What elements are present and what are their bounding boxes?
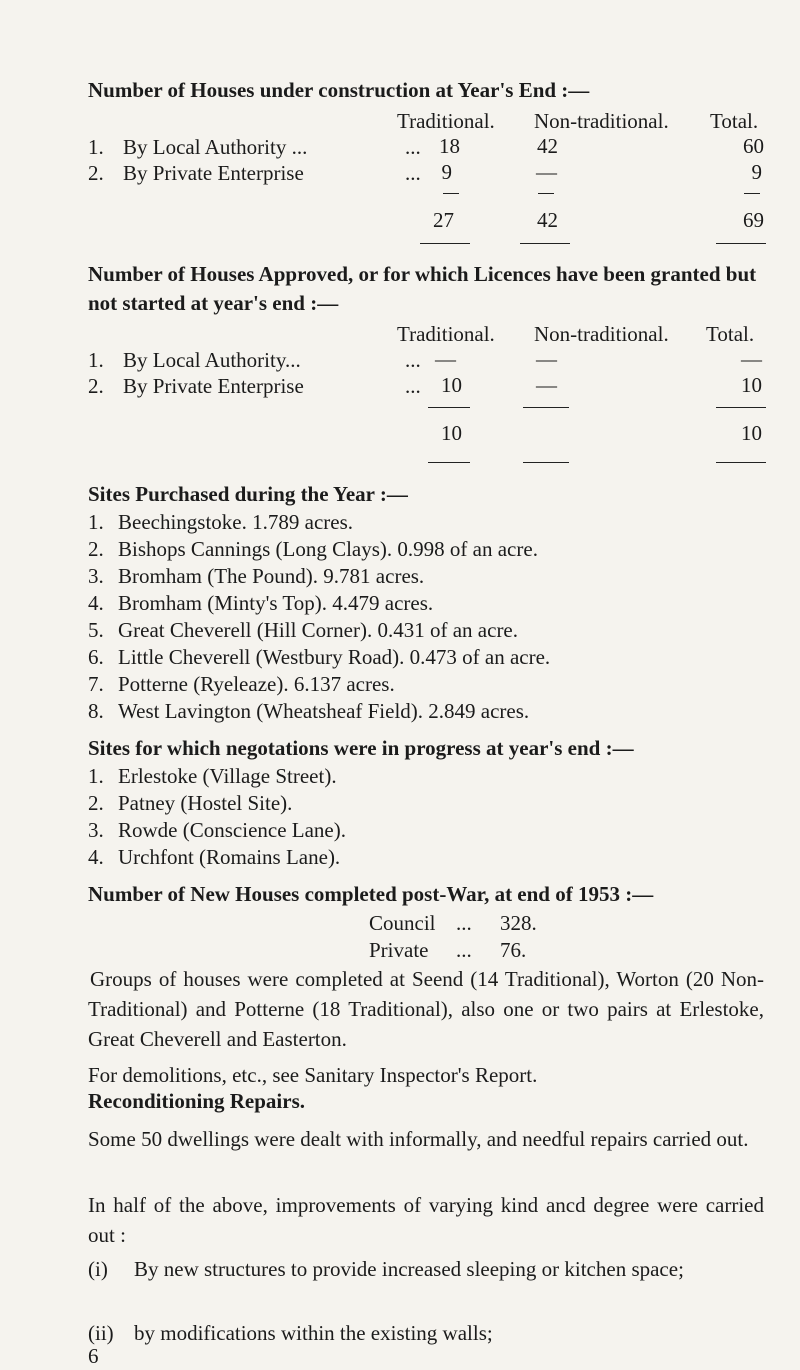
list-item-text: Potterne (Ryeleaze). 6.137 acres. xyxy=(118,672,395,696)
table2-row-label: By Local Authority... xyxy=(123,348,301,372)
list-item-num: 2. xyxy=(88,791,104,815)
list-item-text: by modifications within the existing walls; xyxy=(134,1321,493,1345)
table1-row-nontrad: — xyxy=(536,160,557,184)
table2-total-total: 10 xyxy=(741,421,762,445)
new-houses-dots: ... xyxy=(456,911,472,935)
table1-row-trad: 9 xyxy=(441,160,452,184)
sites-negotiation-heading: Sites for which negotations were in progress at year's end :— xyxy=(88,736,634,760)
rule xyxy=(538,193,554,194)
list-item-num: 7. xyxy=(88,672,104,696)
table2-row-trad: 10 xyxy=(441,373,462,397)
list-item xyxy=(88,564,424,589)
new-houses-value: 328. xyxy=(500,911,537,935)
new-houses-label: Council xyxy=(369,911,436,935)
list-item-num: 4. xyxy=(88,845,104,869)
list-item xyxy=(88,537,538,562)
list-item-num: 5. xyxy=(88,618,104,642)
table1-total-nontrad: 42 xyxy=(537,208,558,232)
list-item xyxy=(88,591,433,616)
rule xyxy=(523,407,569,408)
rule xyxy=(716,462,766,463)
list-item-text: Urchfont (Romains Lane). xyxy=(118,845,341,869)
list-item-text: Bromham (The Pound). 9.781 acres. xyxy=(118,564,425,588)
rule xyxy=(744,193,760,194)
table1-row-trad: 18 xyxy=(439,134,460,158)
table1-row-label: By Local Authority ... xyxy=(123,135,308,159)
list-item xyxy=(88,618,518,643)
list-item xyxy=(88,672,395,697)
table2-col-nontraditional: Non-traditional. xyxy=(534,322,669,346)
list-item xyxy=(88,845,340,870)
table2-row-dots: ... xyxy=(405,374,421,398)
new-houses-label: Private xyxy=(369,938,429,962)
list-item-num: (i) xyxy=(88,1257,108,1281)
list-item-text: By new structures to provide increased sleeping or kitchen space; xyxy=(134,1257,684,1281)
list-item-text: Rowde (Conscience Lane). xyxy=(118,818,346,842)
table1-col-traditional: Traditional. xyxy=(397,109,495,133)
rule xyxy=(428,462,470,463)
table1-col-nontraditional: Non-traditional. xyxy=(534,109,669,133)
list-item-text: Bishops Cannings (Long Clays). 0.998 of an acre. xyxy=(118,537,538,561)
list-item-text: Erlestoke (Village Street). xyxy=(118,764,337,788)
table2-heading: Number of Houses Approved, or for which Licences have been granted but not started at year's end :— xyxy=(88,262,757,315)
table1-row-num: 1. xyxy=(88,135,104,159)
list-item-text: Patney (Hostel Site). xyxy=(118,791,293,815)
list-item-num: 1. xyxy=(88,764,104,788)
list-item-num: 1. xyxy=(88,510,104,534)
list-item-num: 3. xyxy=(88,564,104,588)
sites-purchased-heading: Sites Purchased during the Year :— xyxy=(88,482,408,506)
list-item-text: Great Cheverell (Hill Corner). 0.431 of an acre. xyxy=(118,618,519,642)
groups-paragraph: Groups of houses were completed at Seend (14 Traditional), Worton (20 Non-Traditional) and Potterne (18 Traditional), also one or two pairs at Erlestoke, Great Cheverell and Easterton. xyxy=(88,967,764,1051)
list-item-num: 4. xyxy=(88,591,104,615)
table1-row-num: 2. xyxy=(88,161,104,185)
list-item-text: Little Cheverell (Westbury Road). 0.473 of an acre. xyxy=(118,645,551,669)
list-item xyxy=(88,645,550,670)
list-item xyxy=(88,764,337,789)
table2-row-nontrad: — xyxy=(536,347,557,371)
new-houses-value: 76. xyxy=(500,938,527,962)
list-item xyxy=(88,818,346,843)
table2-row-total: 10 xyxy=(741,373,762,397)
table2-row-dots: ... xyxy=(405,348,421,372)
half-paragraph: In half of the above, improvements of varying kind ancd degree were carried out : xyxy=(88,1193,764,1247)
list-item xyxy=(88,791,292,816)
table1-row-label: By Private Enterprise xyxy=(123,161,304,185)
table1-row-nontrad: 42 xyxy=(537,134,558,158)
list-item-text: Beechingstoke. 1.789 acres. xyxy=(118,510,354,534)
rule xyxy=(420,243,470,244)
rule xyxy=(520,243,570,244)
list-item-num: 3. xyxy=(88,818,104,842)
table1-row-dots: ... xyxy=(405,135,421,159)
rule xyxy=(716,243,766,244)
table1-row-total: 60 xyxy=(743,134,764,158)
list-item-text: West Lavington (Wheatsheaf Field). 2.849 acres. xyxy=(118,699,530,723)
rule xyxy=(428,407,470,408)
table2-total-trad: 10 xyxy=(441,421,462,445)
table1-total-trad: 27 xyxy=(433,208,454,232)
list-item-num: 2. xyxy=(88,537,104,561)
table2-col-total: Total. xyxy=(706,322,755,346)
table1-row-dots: ... xyxy=(405,161,421,185)
rule xyxy=(523,462,569,463)
table2-col-traditional: Traditional. xyxy=(397,322,495,346)
table2-row-nontrad: — xyxy=(536,373,557,397)
new-houses-dots: ... xyxy=(456,938,472,962)
demolitions-paragraph: For demolitions, etc., see Sanitary Inspector's Report. xyxy=(88,1063,538,1087)
list-item-num: 6. xyxy=(88,645,104,669)
table2-row-trad: — xyxy=(435,347,456,371)
new-houses-heading: Number of New Houses completed post-War, at end of 1953 :— xyxy=(88,882,654,906)
rule xyxy=(443,193,459,194)
table1-heading: Number of Houses under construction at Year's End :— xyxy=(88,78,590,102)
table1-row-total: 9 xyxy=(751,160,762,184)
table1-col-total: Total. xyxy=(710,109,759,133)
list-item xyxy=(88,510,353,535)
list-item xyxy=(88,1318,764,1348)
rule xyxy=(716,407,766,408)
reconditioning-heading: Reconditioning Repairs. xyxy=(88,1089,306,1113)
page-number: 6 xyxy=(88,1344,99,1368)
list-item-text: Bromham (Minty's Top). 4.479 acres. xyxy=(118,591,434,615)
table2-row-num: 2. xyxy=(88,374,104,398)
list-item xyxy=(88,1254,764,1284)
list-item-num: (ii) xyxy=(88,1321,114,1345)
table2-row-label: By Private Enterprise xyxy=(123,374,304,398)
table1-total-total: 69 xyxy=(743,208,764,232)
some50-paragraph: Some 50 dwellings were dealt with informally, and needful repairs carried out. xyxy=(88,1127,749,1151)
list-item xyxy=(88,699,529,724)
table2-row-num: 1. xyxy=(88,348,104,372)
table2-row-total: — xyxy=(741,347,762,371)
list-item-num: 8. xyxy=(88,699,104,723)
